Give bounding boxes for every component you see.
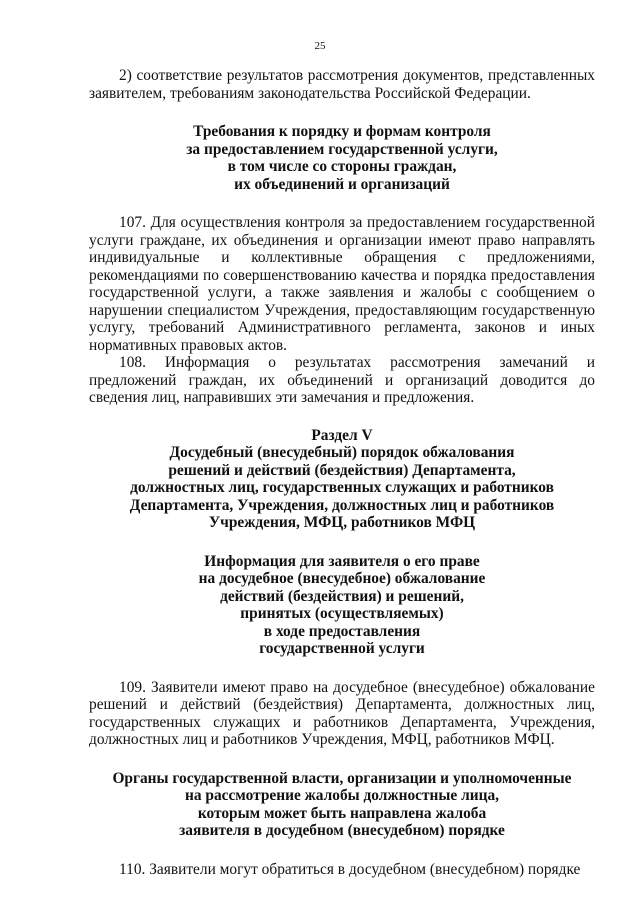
heading-line: их объединений и организаций (234, 175, 450, 193)
heading-complaint-bodies (89, 770, 595, 840)
heading-line: действий (бездействия) и решений, (220, 587, 464, 605)
heading-line: Учреждения, МФЦ, работников МФЦ (208, 514, 476, 531)
heading-line: государственной услуги (259, 640, 425, 657)
paragraph-109: 109. Заявители имеют право на досудебное (внесудебное) обжалование решений и действий (бездействия) Департамента, должностных лиц, государственных служащих и работников Департамента, Учреждения, должностных лиц и работников Учреждения, МФЦ, работников МФЦ. (89, 678, 595, 748)
heading-line: в том числе со стороны граждан, (227, 158, 457, 175)
heading-line: в ходе предоставления (263, 622, 421, 640)
heading-line: за предоставлением государственной услуги, (186, 140, 498, 158)
heading-line: должностных лиц, государственных служащих и работников (130, 479, 554, 496)
section-number: Раздел V (311, 426, 373, 444)
heading-line: на рассмотрение жалобы должностные лица, (184, 787, 500, 804)
page-content (89, 67, 595, 878)
heading-line: на досудебное (внесудебное) обжалование (198, 570, 486, 587)
paragraph-2: 2) соответствие результатов рассмотрения документов, представленных заявителем, требованиям законодательства Российской Федерации. (89, 67, 595, 102)
heading-line: которым может быть направлена жалоба (197, 804, 487, 822)
paragraph-107: 107. Для осуществления контроля за предоставлением государственной услуги граждане, их объединения и организации имеют право направлять индивидуальные и коллективные обращения с предложениями, рекомендациями по совершенствованию качества и порядка предоставления государственной услуги, а также заявления и жалобы с сообщением о нарушении специалистом Учреждения, предоставляющим государственную услугу, требований Административного регламента, законов и иных нормативных правовых актов. (89, 214, 595, 354)
heading-control-requirements (89, 123, 595, 193)
heading-line: принятых (осуществляемых) (240, 605, 444, 622)
heading-line: решений и действий (бездействия) Департамента, (168, 461, 516, 479)
heading-line: заявителя в досудебном (внесудебном) порядке (179, 822, 505, 839)
heading-line: Информация для заявителя о его праве (204, 552, 480, 570)
heading-line: Досудебный (внесудебный) порядок обжалования (169, 444, 515, 461)
heading-line: Требования к порядку и формам контроля (193, 123, 491, 140)
heading-line: Органы государственной власти, организации и уполномоченные (112, 769, 572, 787)
heading-section-v (89, 427, 595, 532)
paragraph-108: 108. Информация о результатах рассмотрения замечаний и предложений граждан, их объединений и организаций доводится до сведения лиц, направивших эти замечания и предложения. (89, 354, 595, 406)
heading-applicant-information (89, 553, 595, 658)
page-number: 25 (314, 40, 326, 52)
paragraph-110: 110. Заявители могут обратиться в досудебном (внесудебном) порядке (119, 860, 581, 878)
heading-line: Департамента, Учреждения, должностных лиц и работников (129, 496, 555, 514)
